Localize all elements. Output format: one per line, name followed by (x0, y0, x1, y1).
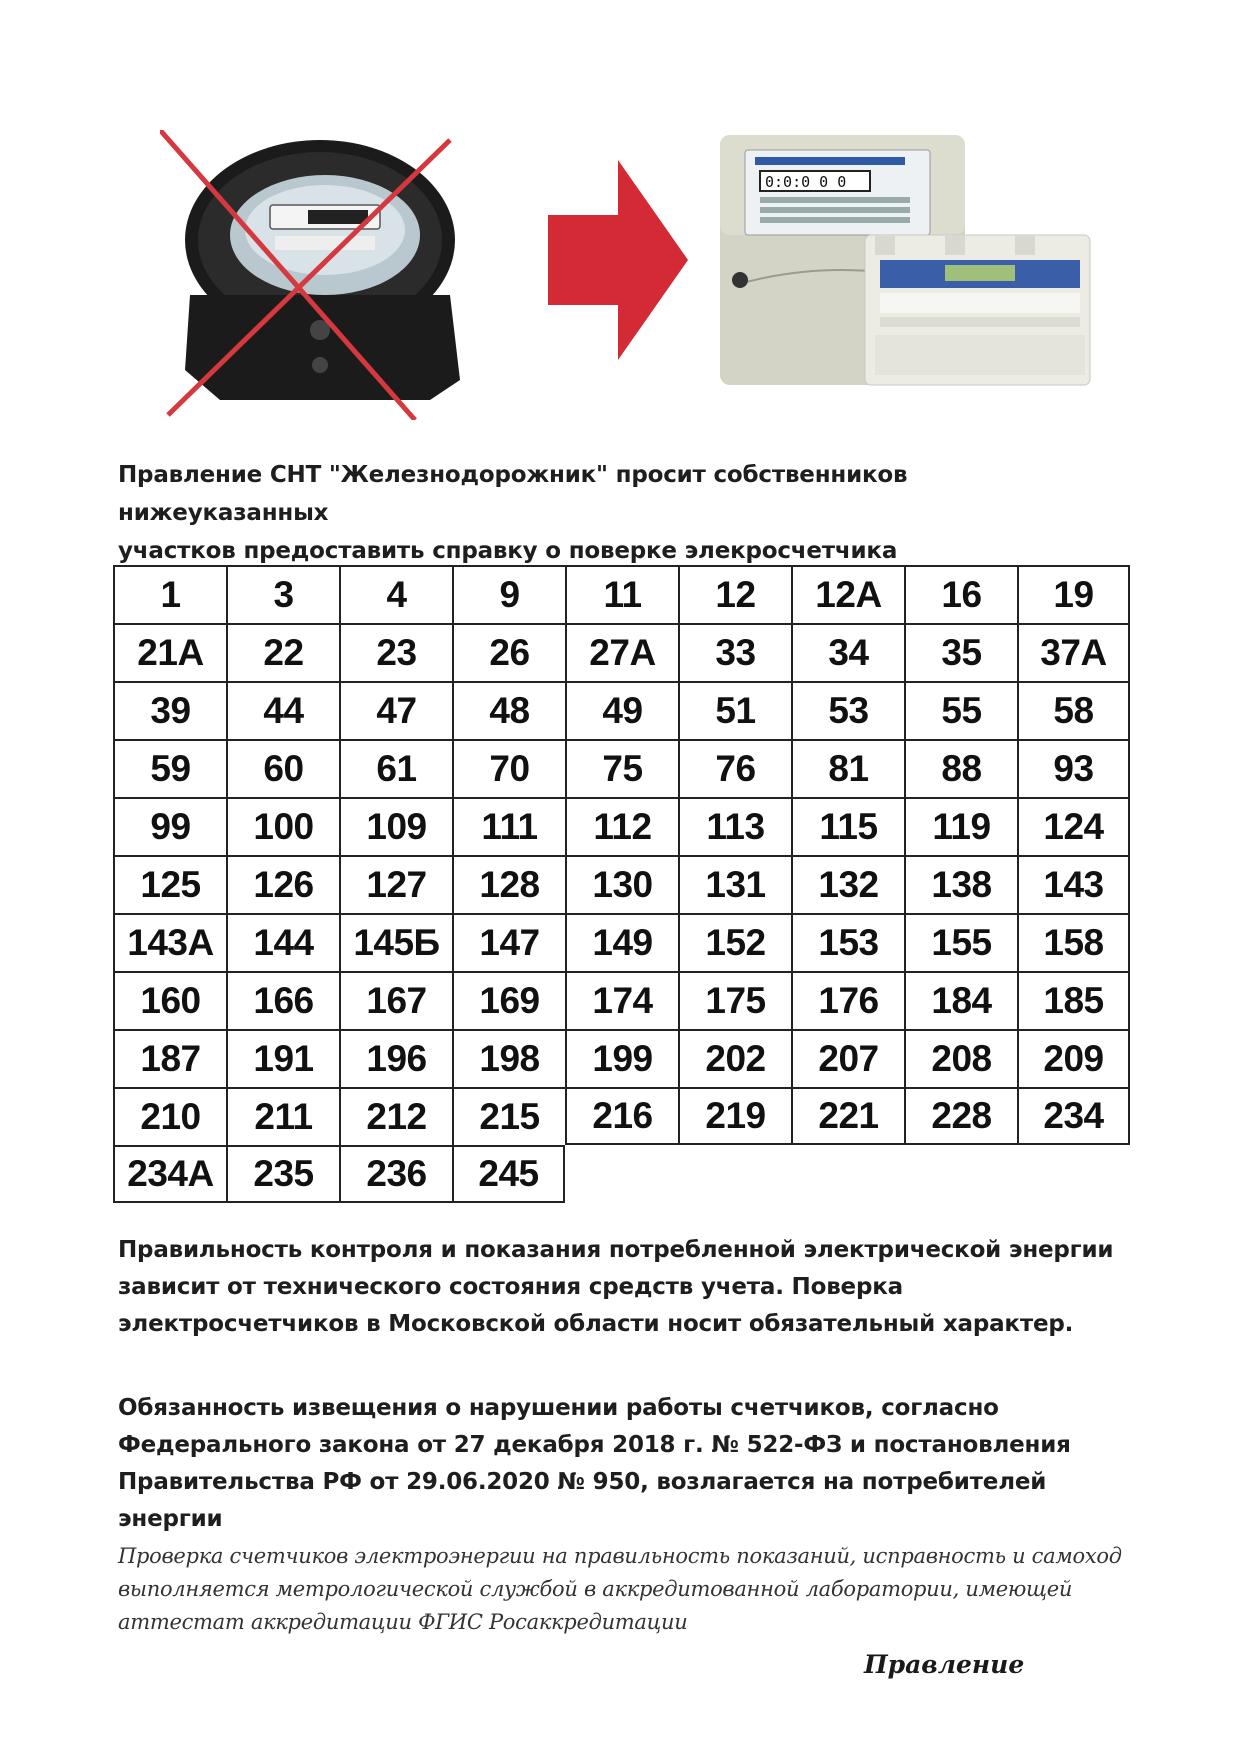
plot-number-cell: 35 (904, 623, 1017, 681)
plot-number-cell: 88 (904, 739, 1017, 797)
plot-number-cell: 11 (565, 565, 678, 623)
plot-number-cell: 12 (678, 565, 791, 623)
plot-number-cell: 155 (904, 913, 1017, 971)
plot-number-cell: 152 (678, 913, 791, 971)
plot-number-cell: 23 (339, 623, 452, 681)
plot-number-cell: 145Б (339, 913, 452, 971)
plot-number-cell: 113 (678, 797, 791, 855)
illustrations-row (0, 0, 1241, 430)
plot-number-cell: 245 (452, 1145, 565, 1203)
plot-number-cell: 175 (678, 971, 791, 1029)
plot-number-cell: 149 (565, 913, 678, 971)
plot-number-cell: 212 (339, 1087, 452, 1145)
plot-number-cell: 191 (226, 1029, 339, 1087)
svg-text:0:0:0 0 0: 0:0:0 0 0 (765, 173, 847, 191)
plot-number-cell: 125 (113, 855, 226, 913)
plot-number-cell: 174 (565, 971, 678, 1029)
plot-number-cell: 131 (678, 855, 791, 913)
plot-number-cell: 208 (904, 1029, 1017, 1087)
plot-number-cell: 158 (1017, 913, 1130, 971)
plot-number-cell: 228 (904, 1087, 1017, 1145)
signature: Правление (864, 1650, 1025, 1679)
accuracy-paragraph: Правильность контроля и показания потребленной электрической энергии зависит от технического состояния средств учета. Поверка электросчетчиков в Московской области носит обязательный характер. (118, 1237, 1114, 1337)
plot-number-cell: 207 (791, 1029, 904, 1087)
plot-number-cell: 126 (226, 855, 339, 913)
plot-number-cell: 16 (904, 565, 1017, 623)
plot-number-cell: 53 (791, 681, 904, 739)
plot-number-cell: 144 (226, 913, 339, 971)
plot-number-cell: 22 (226, 623, 339, 681)
plot-number-cell: 127 (339, 855, 452, 913)
plot-number-cell: 27А (565, 623, 678, 681)
plot-number-cell: 138 (904, 855, 1017, 913)
plot-number-cell: 143 (1017, 855, 1130, 913)
plot-number-cell: 81 (791, 739, 904, 797)
plot-number-cell: 219 (678, 1087, 791, 1145)
plot-number-cell: 3 (226, 565, 339, 623)
plot-number-cell: 55 (904, 681, 1017, 739)
plots-table (113, 565, 1135, 1203)
plot-number-cell: 147 (452, 913, 565, 971)
plot-number-cell: 196 (339, 1029, 452, 1087)
plot-number-cell: 51 (678, 681, 791, 739)
duty-paragraph: Обязанность извещения о нарушении работы счетчиков, согласно Федерального закона от 27 декабря 2018 г. № 522-ФЗ и постановления Правительства РФ от 29.06.2020 № 950, возлагается на потребителей энергии (118, 1395, 1071, 1532)
plot-number-cell: 26 (452, 623, 565, 681)
plot-number-cell: 128 (452, 855, 565, 913)
plot-number-cell: 167 (339, 971, 452, 1029)
plot-number-cell: 143А (113, 913, 226, 971)
plot-number-cell: 130 (565, 855, 678, 913)
plot-number-cell: 176 (791, 971, 904, 1029)
plot-number-cell: 198 (452, 1029, 565, 1087)
plot-number-cell: 160 (113, 971, 226, 1029)
plot-number-cell: 75 (565, 739, 678, 797)
plot-number-cell: 60 (226, 739, 339, 797)
plot-number-cell: 59 (113, 739, 226, 797)
plot-number-cell: 187 (113, 1029, 226, 1087)
digital-meters-icon (715, 135, 1095, 400)
plot-number-cell: 112 (565, 797, 678, 855)
plot-number-cell: 58 (1017, 681, 1130, 739)
plot-number-cell: 124 (1017, 797, 1130, 855)
plot-number-cell: 210 (113, 1087, 226, 1145)
plot-number-cell: 115 (791, 797, 904, 855)
plot-number-cell: 234 (1017, 1087, 1130, 1145)
plot-number-cell: 70 (452, 739, 565, 797)
plot-number-cell: 9 (452, 565, 565, 623)
plot-number-cell: 33 (678, 623, 791, 681)
plot-number-cell: 19 (1017, 565, 1130, 623)
plot-number-cell: 202 (678, 1029, 791, 1087)
plot-number-cell: 235 (226, 1145, 339, 1203)
plot-number-cell: 76 (678, 739, 791, 797)
plot-number-cell: 48 (452, 681, 565, 739)
plot-number-cell: 21А (113, 623, 226, 681)
plot-number-cell: 37А (1017, 623, 1130, 681)
plot-number-cell: 109 (339, 797, 452, 855)
old-meter-icon (160, 130, 490, 420)
plot-number-cell: 184 (904, 971, 1017, 1029)
plot-number-cell: 216 (565, 1087, 678, 1145)
plot-number-cell: 209 (1017, 1029, 1130, 1087)
plot-number-cell: 199 (565, 1029, 678, 1087)
plot-number-cell: 236 (339, 1145, 452, 1203)
right-arrow-icon (548, 160, 688, 360)
plot-number-cell: 1 (113, 565, 226, 623)
intro-text: Правление СНТ "Железнодорожник" просит собственников нижеуказанных участков предоставить справку о поверке элекросчетчика (118, 462, 908, 564)
plot-number-cell: 99 (113, 797, 226, 855)
plot-number-cell: 93 (1017, 739, 1130, 797)
plot-number-cell: 12А (791, 565, 904, 623)
plot-number-cell: 111 (452, 797, 565, 855)
plot-number-cell: 34 (791, 623, 904, 681)
plot-number-cell: 49 (565, 681, 678, 739)
plot-number-cell: 215 (452, 1087, 565, 1145)
plot-number-cell: 4 (339, 565, 452, 623)
plot-number-cell: 234А (113, 1145, 226, 1203)
plot-number-cell: 166 (226, 971, 339, 1029)
plot-number-cell: 221 (791, 1087, 904, 1145)
plot-number-cell: 185 (1017, 971, 1130, 1029)
plot-number-cell: 100 (226, 797, 339, 855)
plot-number-cell: 119 (904, 797, 1017, 855)
plot-number-cell: 47 (339, 681, 452, 739)
plot-number-cell: 132 (791, 855, 904, 913)
plot-number-cell: 39 (113, 681, 226, 739)
verification-note: Проверка счетчиков электроэнергии на правильность показаний, исправность и самоход выполняется метрологической службой в аккредитованной лаборатории, имеющей аттестат аккредитации ФГИС Росаккредитации (118, 1544, 1122, 1634)
plot-number-cell: 211 (226, 1087, 339, 1145)
plot-number-cell: 44 (226, 681, 339, 739)
plot-number-cell: 169 (452, 971, 565, 1029)
plot-number-cell: 61 (339, 739, 452, 797)
plot-number-cell: 153 (791, 913, 904, 971)
